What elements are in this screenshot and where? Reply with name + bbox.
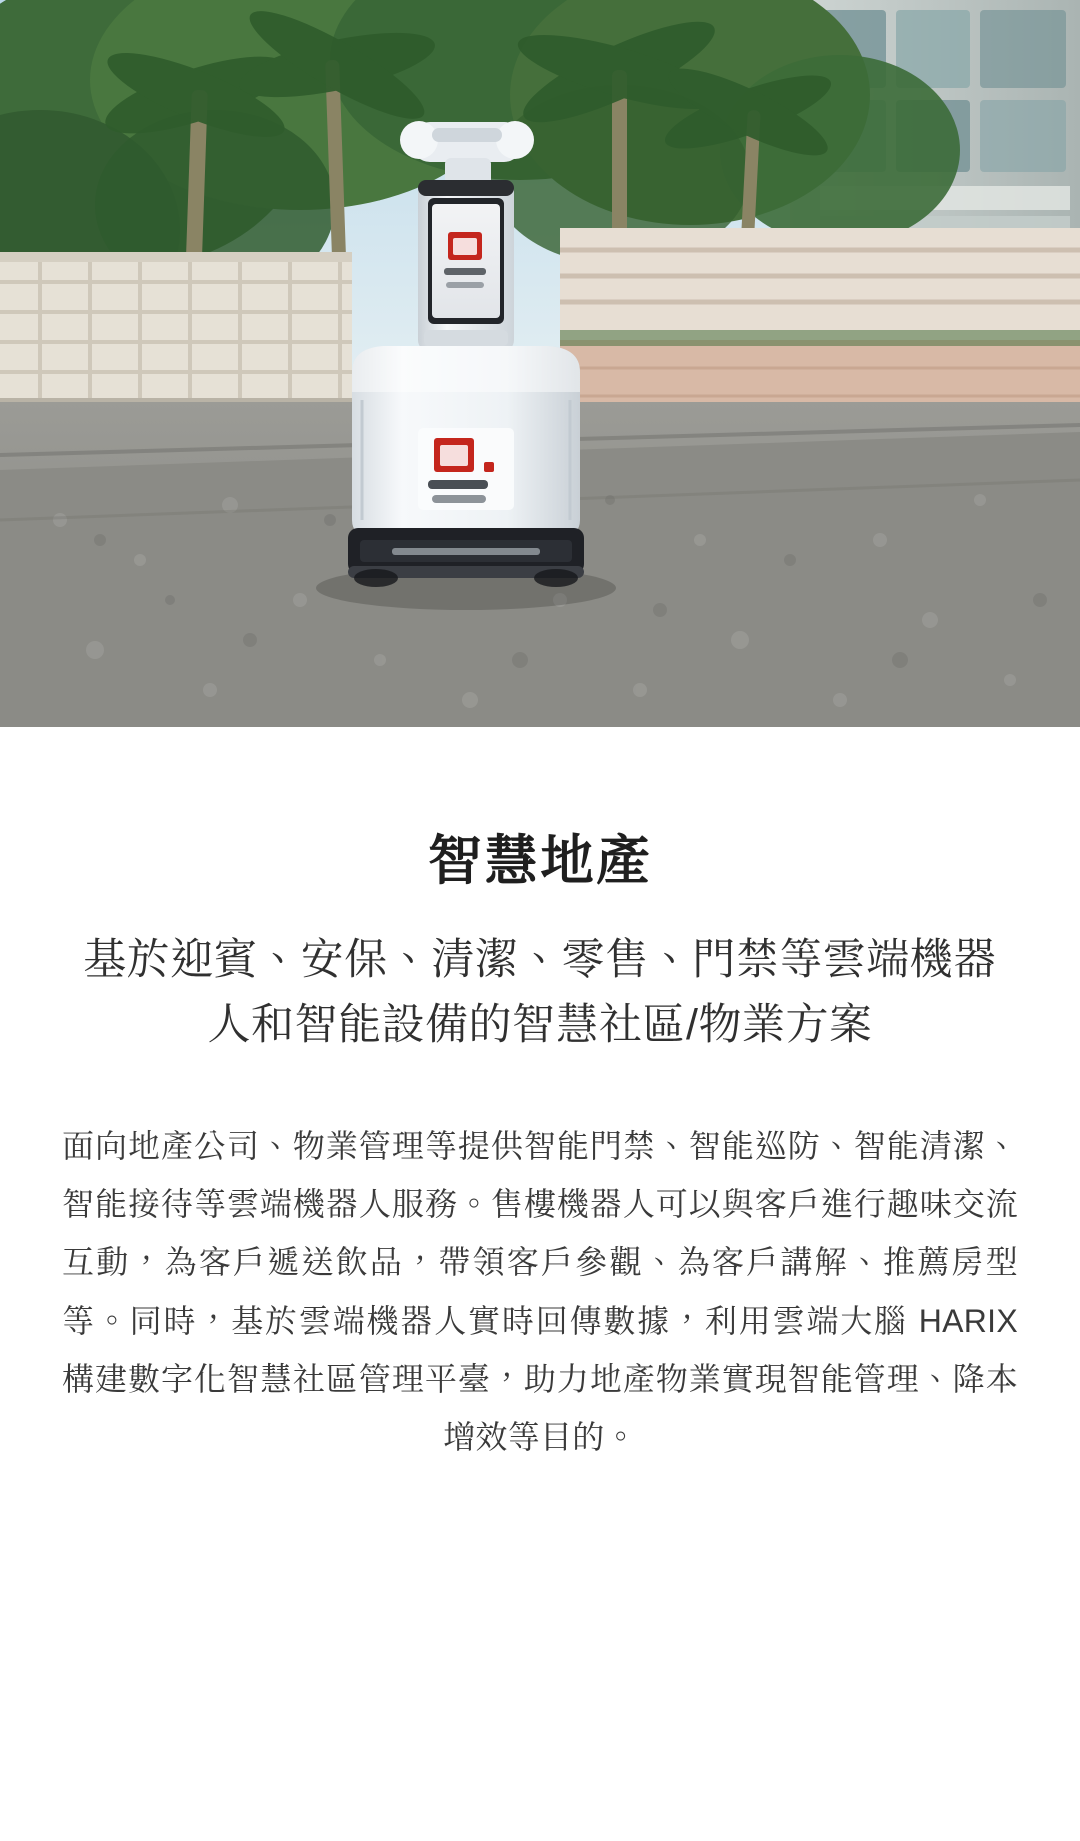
body-paragraph: 面向地產公司、物業管理等提供智能門禁、智能巡防、智能清潔、智能接待等雲端機器人服務。售樓機器人可以與客戶進行趣味交流互動，為客戶遞送飲品，帶領客戶參觀、為客戶講解、推薦房型等。同時，基於雲端機器人實時回傳數據，利用雲端大腦 HARIX 構建數字化智慧社區管理平臺，助力地產物業實現智能管理、降本增效等目的。 xyxy=(62,1127,1018,1455)
page-title: 智慧地產 xyxy=(428,831,652,891)
article-content xyxy=(0,727,1080,1466)
hero-illustration xyxy=(0,0,1080,727)
page-subtitle: 基於迎賓、安保、清潔、零售、門禁等雲端機器人和智能設備的智慧社區/物業方案 xyxy=(83,936,997,1050)
robot-body xyxy=(352,346,580,538)
robot-screen xyxy=(428,198,504,324)
left-wall xyxy=(0,252,352,424)
hero-image xyxy=(0,0,1080,727)
